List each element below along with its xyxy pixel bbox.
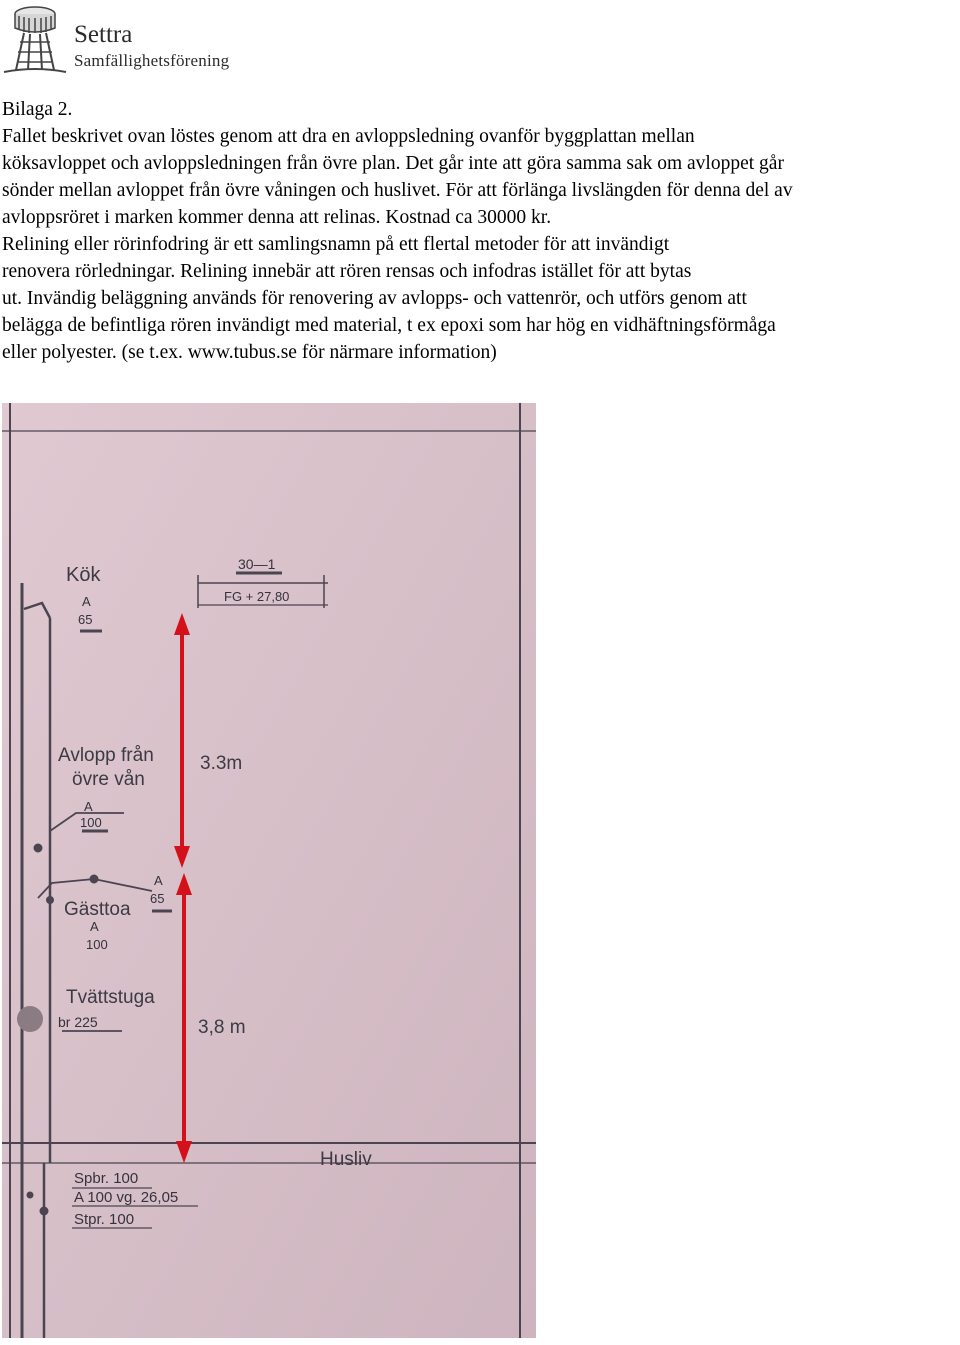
text-line: sönder mellan avloppet från övre våningen och huslivet. För att förlänga livslängden för denna del av xyxy=(2,180,793,201)
label-gast2-100: 100 xyxy=(86,937,108,952)
text-line: ut. Invändig beläggning används för renovering av avlopps- och vattenrör, och utförs genom att xyxy=(2,288,747,309)
label-br225: br 225 xyxy=(58,1014,98,1030)
floor-plan-photo xyxy=(2,403,536,1338)
label-ref-fg: FG + 27,80 xyxy=(224,589,290,604)
label-gast-a: A xyxy=(154,873,163,888)
label-kok: Kök xyxy=(66,564,101,586)
letterhead xyxy=(0,0,300,80)
label-gast-65: 65 xyxy=(150,891,165,906)
label-tvattstuga: Tvättstuga xyxy=(66,987,155,1008)
label-avlopp-2: övre vån xyxy=(72,769,145,790)
label-kok-65: 65 xyxy=(78,612,93,627)
text-line: belägga de befintliga rören invändigt med material, t ex epoxi som har hög en vidhäftningsförmåga xyxy=(2,315,776,336)
text-line: Relining eller rörinfodring är ett samlingsnamn på ett flertal metoder för att invändigt xyxy=(2,234,670,255)
text-line: köksavloppet och avloppsledningen från övre plan. Det går inte att göra samma sak om avloppet går xyxy=(2,153,784,174)
water-tower-icon xyxy=(2,2,68,79)
text-line: eller polyester. (se t.ex. www.tubus.se för närmare information) xyxy=(2,342,497,363)
floor-plan-drawing xyxy=(2,403,536,1338)
label-ref-top: 30—1 xyxy=(238,556,276,572)
body-text xyxy=(2,96,957,366)
label-avlopp-1: Avlopp från xyxy=(58,745,154,766)
label-kok-a: A xyxy=(82,594,91,609)
label-gast2-a: A xyxy=(90,919,99,934)
text-line: renovera rörledningar. Relining innebär att rören rensas och infodras istället för att bytas xyxy=(2,261,692,282)
text-line: Fallet beskrivet ovan löstes genom att dra en avloppsledning ovanför byggplattan mellan xyxy=(2,126,695,147)
org-subtitle: Samfällighetsförening xyxy=(74,51,230,70)
label-gasttoa: Gästtoa xyxy=(64,899,131,920)
label-spbr: Spbr. 100 xyxy=(74,1170,139,1187)
text-line: avloppsröret i marken kommer denna att relinas. Kostnad ca 30000 kr. xyxy=(2,207,552,228)
label-avlopp-a: A xyxy=(84,799,93,814)
label-dim-2: 3,8 m xyxy=(198,1017,246,1038)
org-name: Settra xyxy=(74,21,133,48)
text-line: Bilaga 2. xyxy=(2,99,73,120)
label-avlopp-100: 100 xyxy=(80,815,102,830)
label-husliv: Husliv xyxy=(320,1149,372,1170)
label-dim-1: 3.3m xyxy=(200,753,243,774)
label-a100vg: A 100 vg. 26,05 xyxy=(74,1189,179,1206)
label-stpr: Stpr. 100 xyxy=(74,1211,135,1228)
